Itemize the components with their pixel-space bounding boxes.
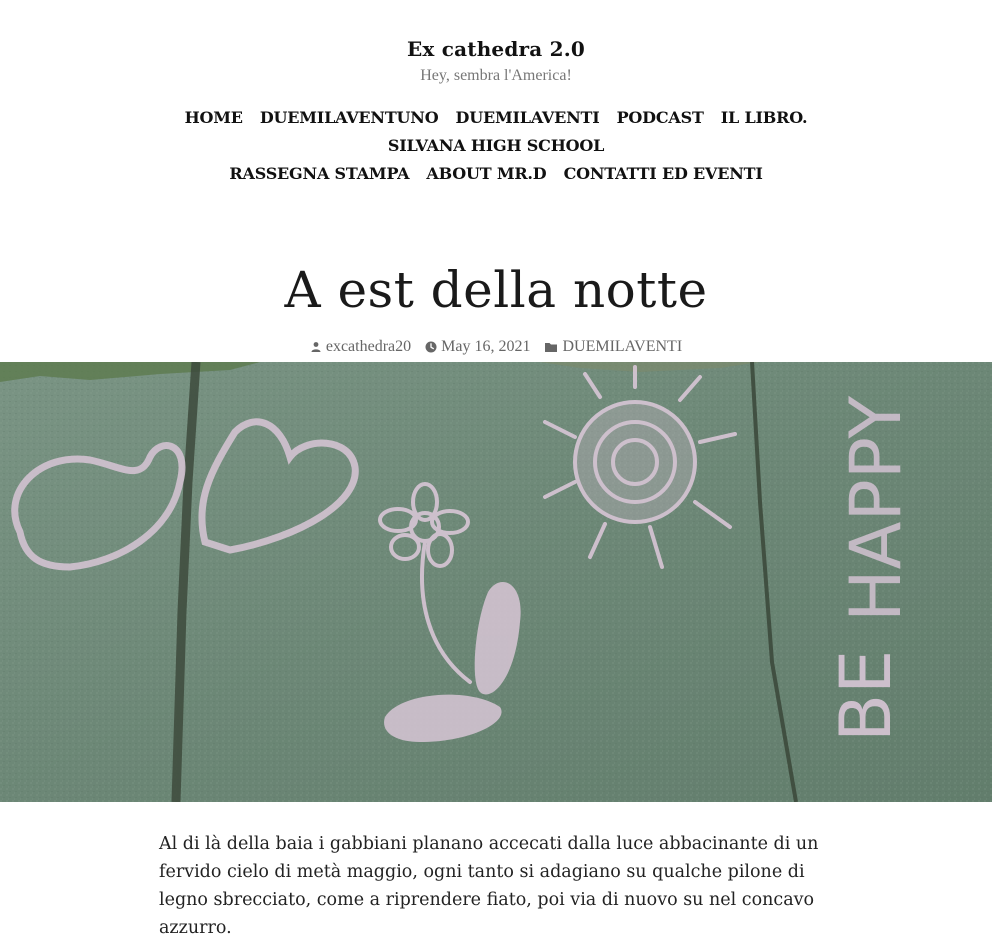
nav-item-duemilaventuno[interactable]: DUEMILAVENTUNO — [259, 108, 439, 127]
author-link[interactable]: excathedra20 — [325, 338, 412, 355]
chalk-text-happy: HAPPY — [835, 395, 917, 622]
nav-item-about[interactable]: ABOUT MR.D — [426, 164, 547, 183]
post-title: A est della notte — [284, 261, 708, 319]
nav-item-home[interactable]: HOME — [184, 108, 243, 127]
person-icon — [310, 341, 322, 353]
chalk-drawing-photo — [0, 362, 992, 802]
folder-icon — [544, 341, 558, 353]
post-date — [425, 338, 530, 356]
clock-icon — [425, 341, 437, 353]
entry-header — [0, 258, 992, 356]
post-author — [310, 338, 411, 356]
post-paragraph: Al di là della baia i gabbiani planano accecati dalla luce abbacinante di un fervido cielo di metà maggio, ogni tanto si adagiano su qualche pilone di legno sbrecciato, come a riprendere fiato, poi via di nuovo su nel concavo azzurro. — [159, 834, 819, 938]
site-header — [0, 0, 992, 188]
main-nav — [66, 104, 926, 188]
nav-item-contatti-ed-eventi[interactable]: CONTATTI ED EVENTI — [563, 164, 763, 183]
post-meta — [0, 338, 992, 356]
site-title[interactable]: Ex cathedra 2.0 — [406, 37, 585, 61]
nav-item-duemilaventi[interactable]: DUEMILAVENTI — [455, 108, 600, 127]
nav-item-rassegna-stampa[interactable]: RASSEGNA STAMPA — [229, 164, 410, 183]
post-category — [544, 338, 682, 356]
nav-item-il-libro[interactable]: IL LIBRO. — [720, 108, 808, 127]
site-tagline: Hey, sembra l'America! — [420, 67, 572, 84]
category-link[interactable]: DUEMILAVENTI — [562, 338, 683, 355]
date-link[interactable]: May 16, 2021 — [441, 338, 531, 355]
nav-item-podcast[interactable]: PODCAST — [616, 108, 704, 127]
nav-item-silvana-high-school[interactable]: SILVANA HIGH SCHOOL — [387, 136, 605, 155]
chalk-text-be: BE — [825, 649, 907, 742]
featured-image — [0, 362, 992, 802]
